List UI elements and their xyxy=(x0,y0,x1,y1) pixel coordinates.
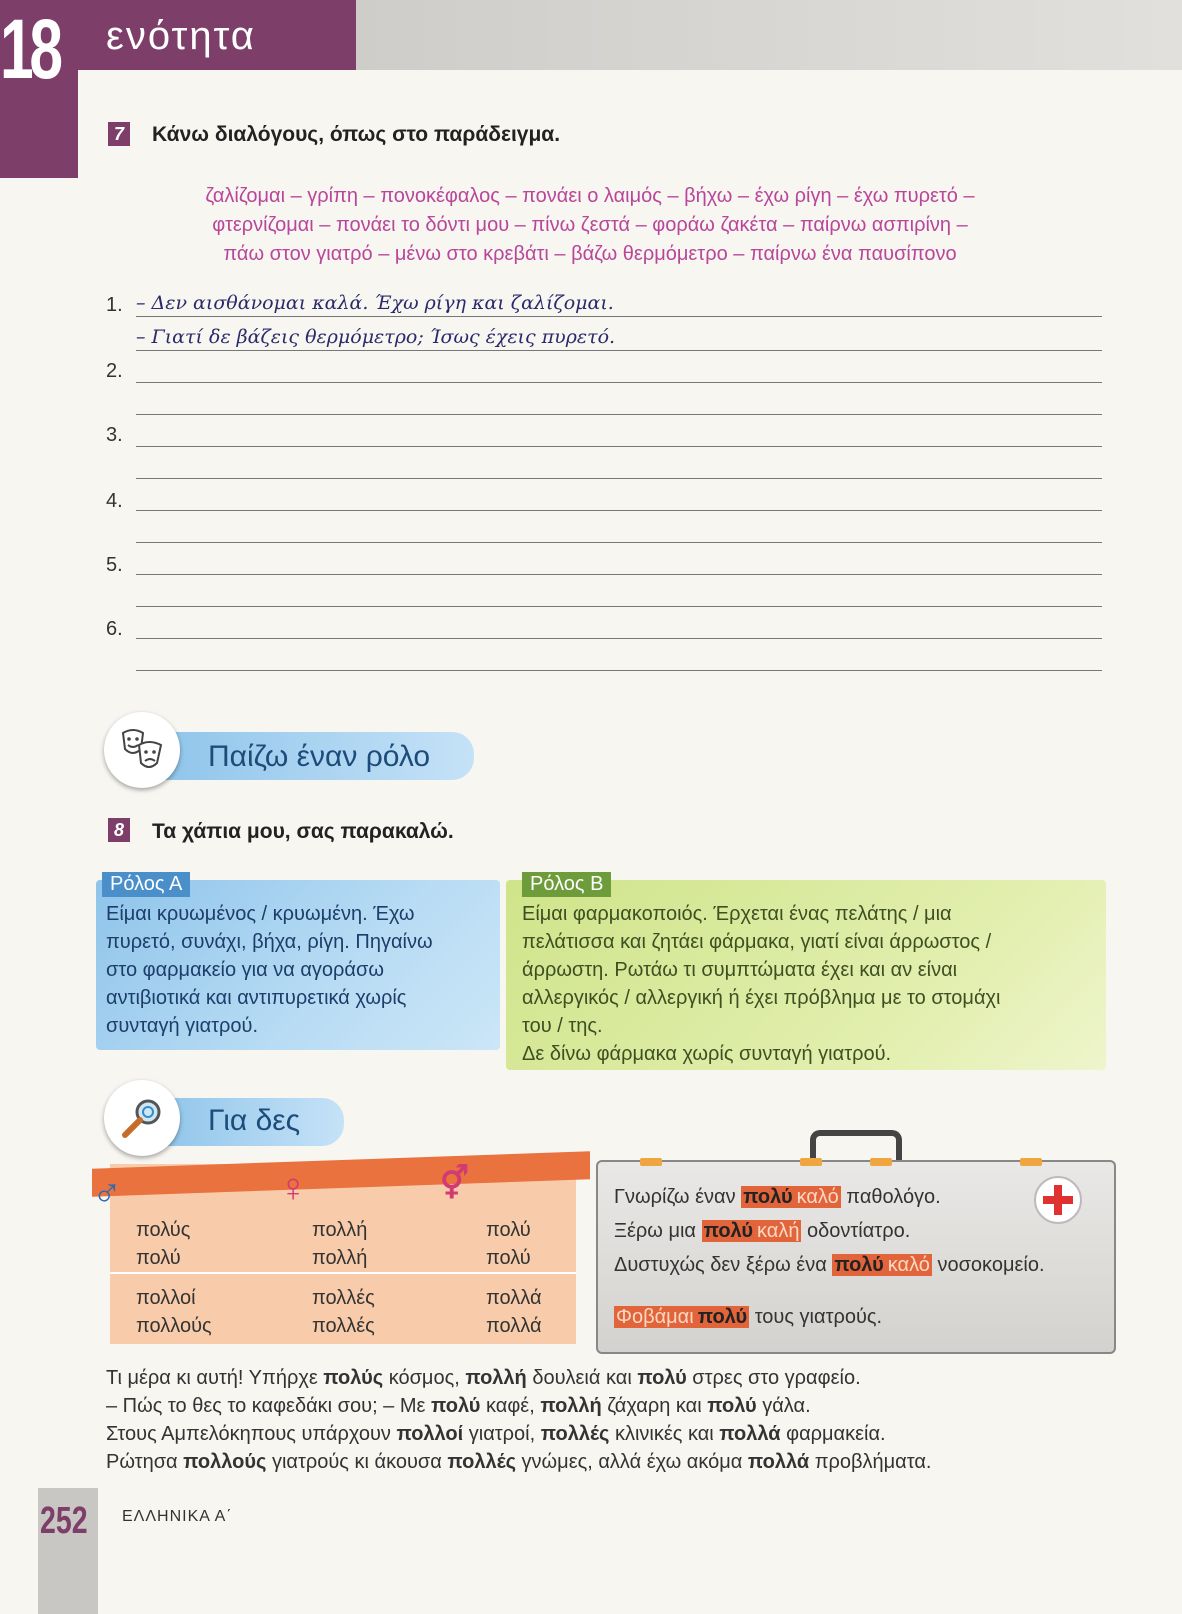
example-answer-line: – Γιατί δε βάζεις θερμόμετρο; Ίσως έχεις πυρετό. xyxy=(136,326,616,348)
grammar-cell: πολύ xyxy=(486,1219,531,1241)
grammar-cell: πολλούς xyxy=(136,1315,212,1337)
unit-number: 18 xyxy=(0,2,59,96)
exercise-8-title: Τα χάπια μου, σας παρακαλώ. xyxy=(152,820,454,843)
example-sentence: Τι μέρα κι αυτή! Υπήρχε πολύς κόσμος, πολλή δουλειά και πολύ στρες στο γραφείο. xyxy=(106,1367,861,1389)
answer-line[interactable] xyxy=(136,670,1102,671)
page-number: 252 xyxy=(40,1500,88,1542)
example-sentence: – Πώς το θες το καφεδάκι σου; – Με πολύ καφέ, πολλή ζάχαρη και πολύ γάλα. xyxy=(106,1395,811,1417)
word-bank-line: φτερνίζομαι – πονάει το δόντι μου – πίνω ζεστά – φοράω ζακέτα – παίρνω ασπιρίνη – xyxy=(212,214,968,236)
feminine-column xyxy=(312,1216,375,1340)
word-bank-line: ζαλίζομαι – γρίπη – πονοκέφαλος – πονάει ο λαιμός – βήχω – έχω ρίγη – έχω πυρετό – xyxy=(205,185,975,207)
answer-line[interactable] xyxy=(136,478,1102,479)
highlight-word: πολύ xyxy=(834,1254,884,1276)
role-a-tag: Ρόλος Α xyxy=(102,872,190,897)
grammar-title: Για δες xyxy=(208,1104,301,1137)
answer-line[interactable] xyxy=(136,382,1102,383)
male-symbol-icon: ♂ xyxy=(92,1170,122,1214)
sentence-text: νοσοκομείο. xyxy=(937,1254,1045,1276)
suitcase-sentence xyxy=(614,1306,882,1329)
sentence-text: Γνωρίζω έναν xyxy=(614,1186,736,1208)
neuter-column xyxy=(486,1216,542,1340)
grammar-cell: πολλές xyxy=(312,1287,375,1309)
highlight-word: Φοβάμαι xyxy=(616,1306,694,1328)
role-b-line: του / της. xyxy=(522,1015,603,1037)
suitcase-latch xyxy=(870,1158,892,1166)
line-number: 4. xyxy=(106,490,123,512)
line-number: 3. xyxy=(106,424,123,446)
highlight-word: πολύ xyxy=(743,1186,793,1208)
grammar-cell: πολύς xyxy=(136,1219,191,1241)
exercise-8-badge: 8 xyxy=(108,818,130,842)
line-number: 2. xyxy=(106,360,123,382)
exercise-7-title: Κάνω διαλόγους, όπως στο παράδειγμα. xyxy=(152,123,561,146)
red-cross-icon xyxy=(1034,1176,1082,1224)
grammar-cell: πολύ xyxy=(136,1247,181,1269)
word-bank xyxy=(120,182,1060,269)
magnifier-icon xyxy=(104,1080,180,1156)
role-a-line: Είμαι κρυωμένος / κρυωμένη. Έχω xyxy=(106,903,415,925)
suitcase-sentence xyxy=(614,1220,910,1243)
answer-line[interactable] xyxy=(136,414,1102,415)
line-number: 5. xyxy=(106,554,123,576)
suitcase-latch xyxy=(1020,1158,1042,1166)
grammar-cell: πολλές xyxy=(312,1315,375,1337)
exercise-7-badge: 7 xyxy=(108,122,130,146)
highlight-word: πολύ xyxy=(697,1306,748,1328)
role-a-line: συνταγή γιατρού. xyxy=(106,1015,259,1037)
answer-line[interactable] xyxy=(136,350,1102,351)
grammar-cell: πολλή xyxy=(312,1219,368,1241)
role-a-text xyxy=(106,900,433,1040)
example-sentence: Στους Αμπελόκηπους υπάρχουν πολλοί γιατροί, πολλές κλινικές και πολλά φαρμακεία. xyxy=(106,1423,886,1445)
theater-masks-icon xyxy=(104,712,180,788)
sentence-text: Ξέρω μια xyxy=(614,1220,696,1242)
role-b-line: άρρωστη. Ρωτάω τι συμπτώματα έχει και αν είναι xyxy=(522,959,958,981)
word-bank-line: πάω στον γιατρό – μένω στο κρεβάτι – βάζω θερμόμετρο – παίρνω ένα παυσίπονο xyxy=(223,243,957,265)
role-a-line: στο φαρμακείο για να αγοράσω xyxy=(106,959,384,981)
suitcase-sentence xyxy=(614,1254,1045,1277)
grammar-cell: πολύ xyxy=(486,1247,531,1269)
role-b-line: αλλεργικός / αλλεργική ή έχει πρόβλημα με το στομάχι xyxy=(522,987,1001,1009)
highlight-word: καλή xyxy=(757,1220,800,1242)
suitcase-latch xyxy=(800,1158,822,1166)
neuter-symbol-icon: ⚥ xyxy=(440,1165,469,1201)
grammar-cell: πολλοί xyxy=(136,1287,196,1309)
roleplay-title: Παίζω έναν ρόλο xyxy=(208,740,431,773)
answer-line[interactable] xyxy=(136,574,1102,575)
suitcase-latch xyxy=(640,1158,662,1166)
highlight-word: πολύ xyxy=(703,1220,753,1242)
role-a-line: πυρετό, συνάχι, βήχα, ρίγη. Πηγαίνω xyxy=(106,931,433,953)
role-b-text xyxy=(522,900,1000,1068)
sentence-text: παθολόγο. xyxy=(846,1186,941,1208)
sentence-text: τους γιατρούς. xyxy=(754,1306,883,1328)
role-b-tag: Ρόλος Β xyxy=(522,872,611,897)
answer-line[interactable] xyxy=(136,446,1102,447)
role-b-line: πελάτισσα και ζητάει φάρμακα, γιατί είναι άρρωστος / xyxy=(522,931,992,953)
unit-label: ενότητα xyxy=(106,14,256,58)
answer-line[interactable] xyxy=(136,638,1102,639)
grammar-cell: πολλή xyxy=(312,1247,368,1269)
highlight-word: καλό xyxy=(887,1254,930,1276)
example-sentence: Ρώτησα πολλούς γιατρούς κι άκουσα πολλές γνώμες, αλλά έχω ακόμα πολλά προβλήματα. xyxy=(106,1451,932,1473)
sentence-text: Δυστυχώς δεν ξέρω ένα xyxy=(614,1254,827,1276)
grammar-cell: πολλά xyxy=(486,1287,542,1309)
grammar-cell: πολλά xyxy=(486,1315,542,1337)
answer-line[interactable] xyxy=(136,316,1102,317)
header-gray-bar xyxy=(356,0,1182,70)
sentence-text: οδοντίατρο. xyxy=(807,1220,911,1242)
answer-line[interactable] xyxy=(136,510,1102,511)
highlight-word: καλό xyxy=(796,1186,839,1208)
line-number: 1. xyxy=(106,294,123,316)
answer-line[interactable] xyxy=(136,542,1102,543)
role-a-line: αντιβιοτικά και αντιπυρετικά χωρίς xyxy=(106,987,407,1009)
role-b-line: Δε δίνω φάρμακα χωρίς συνταγή γιατρού. xyxy=(522,1043,892,1065)
line-number: 6. xyxy=(106,618,123,640)
example-answer-line: – Δεν αισθάνομαι καλά. Έχω ρίγη και ζαλίζομαι. xyxy=(136,292,614,314)
role-b-line: Είμαι φαρμακοποιός. Έρχεται ένας πελάτης / μια xyxy=(522,903,952,925)
answer-line[interactable] xyxy=(136,606,1102,607)
book-title: ΕΛΛΗΝΙΚΑ Α΄ xyxy=(122,1508,233,1525)
masculine-column xyxy=(136,1216,212,1340)
female-symbol-icon: ♀ xyxy=(278,1166,308,1210)
example-sentences xyxy=(106,1364,1146,1476)
suitcase-sentence xyxy=(614,1186,941,1209)
